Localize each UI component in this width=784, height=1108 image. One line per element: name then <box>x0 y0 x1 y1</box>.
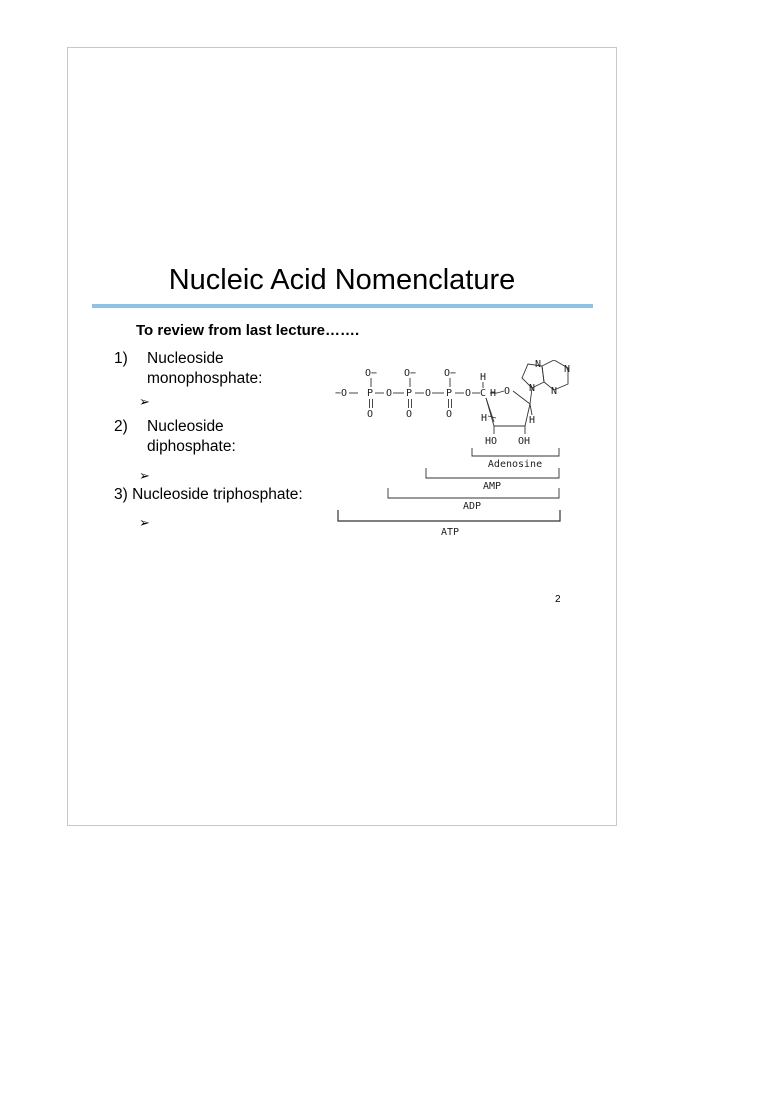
atom-label: O− <box>404 368 417 379</box>
item-1-line1: Nucleoside <box>147 350 224 367</box>
item-1-bullet-arrow: ➢ <box>139 394 150 409</box>
atom-label: N <box>551 386 558 397</box>
atom-label: O <box>406 409 413 420</box>
atom-label: O <box>446 409 453 420</box>
subtitle: To review from last lecture……. <box>136 322 360 339</box>
atom-label: O <box>465 388 472 399</box>
atom-label: P <box>406 388 413 399</box>
atom-label: O <box>386 388 393 399</box>
page-number: 2 <box>555 594 561 605</box>
item-2-number: 2) <box>114 418 128 435</box>
atom-label: N <box>529 383 536 394</box>
bracket-label-amp: AMP <box>482 481 502 492</box>
item-2-line1: Nucleoside <box>147 418 224 435</box>
atom-label: H <box>490 388 497 399</box>
bracket-label-atp: ATP <box>440 527 460 538</box>
atom-label: H <box>480 372 487 383</box>
item-1-number: 1) <box>114 350 128 367</box>
atom-label: P <box>367 388 374 399</box>
atom-label: OH <box>518 436 531 447</box>
bracket-label-adp: ADP <box>462 501 482 512</box>
atom-label: H <box>481 413 488 424</box>
item-2-bullet-arrow: ➢ <box>139 468 150 483</box>
atom-label: O <box>504 386 511 397</box>
atom-label: O− <box>444 368 457 379</box>
atom-label: O− <box>365 368 378 379</box>
slide-title: Nucleic Acid Nomenclature <box>168 264 516 296</box>
item-2-line2: diphosphate: <box>147 438 236 455</box>
atom-label: O <box>425 388 432 399</box>
atom-label: HO <box>485 436 498 447</box>
atom-label: C <box>480 388 487 399</box>
item-1-line2: monophosphate: <box>147 370 263 387</box>
atom-label: P <box>446 388 453 399</box>
atom-label: −O <box>335 388 348 399</box>
bracket-label-adenosine: Adenosine <box>487 459 543 470</box>
atom-label: H <box>529 415 536 426</box>
atp-structure-diagram <box>332 360 588 544</box>
item-3-text: 3) Nucleoside triphosphate: <box>114 486 303 503</box>
atom-label: N <box>535 360 542 370</box>
title-divider <box>92 304 593 308</box>
atom-label: O <box>367 409 374 420</box>
atom-label: N <box>564 364 571 375</box>
item-3-bullet-arrow: ➢ <box>139 515 150 530</box>
